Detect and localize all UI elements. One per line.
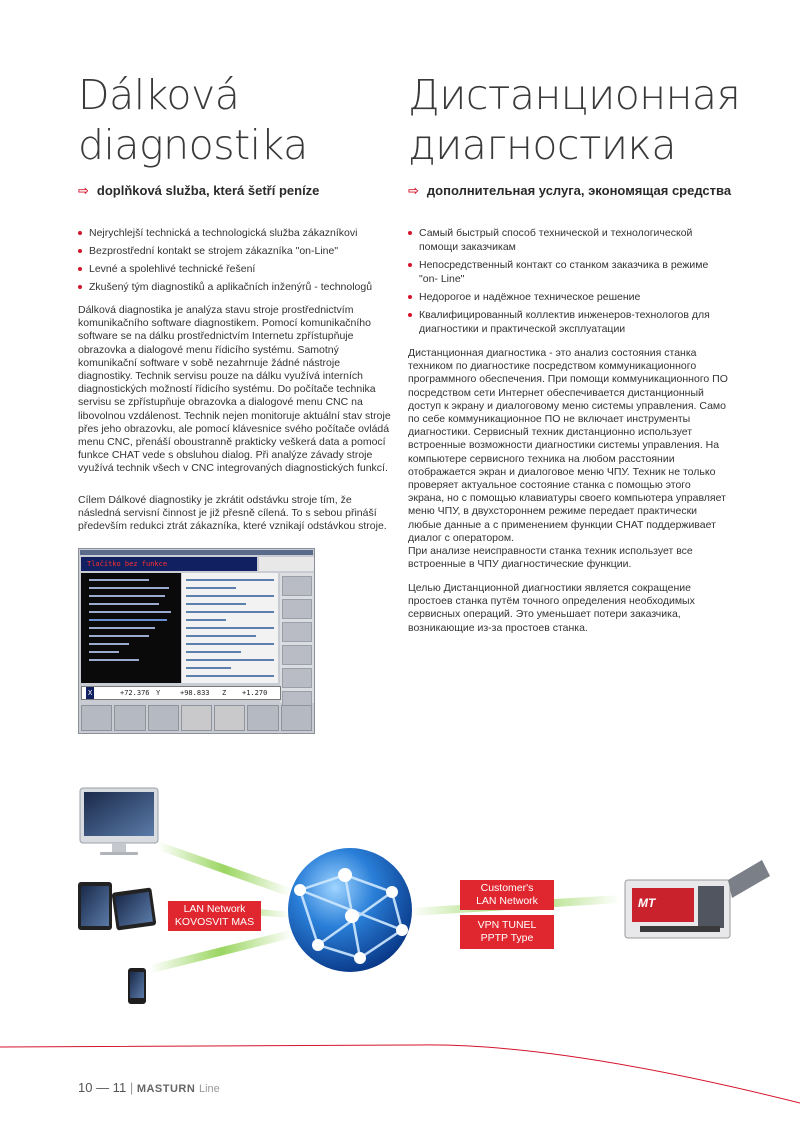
subtitle-russian — [408, 183, 731, 199]
paragraph-czech-1: Dálková diagnostika je analýza stavu stroje prostřednictvím komunikačního software diagnostikem. Pomocí komunikačního software se na dálku prostřednictvím Internetu zpřístupňuje obrazovka a dialogové menu řídicího systému. Samotný komunikační software v sobě nezahrnuje žádné nástroje diagnostiky. Technik servisu pouze na dálku využívá interních diagnostických možností řídicího systému. Do počítače technika servisu se zpřístupňuje obrazovka a dialogové menu CNC na libovolnou vzdálenost. Technik nejen monitoruje aktuální stav stroje přes jeho obrazovku, ale pomocí klávesnice svého počítače ovládá menu CNC, přenáší oboustranně prakticky veškerá data a pomocí funkce CHAT vede s obsluhou dialog. Při analýze závady stroje využívá technik všech v CNC integrovaných diagnostických funkcí. — [78, 304, 391, 475]
list-item: Недорогое и надёжное техническое решение — [408, 290, 728, 304]
globe-icon — [288, 848, 412, 972]
subtitle-czech — [78, 183, 319, 199]
cnc-softkey-row — [81, 705, 312, 731]
bullet-list-czech — [78, 226, 396, 298]
phone-icon — [128, 968, 146, 1004]
paragraph-czech-2: Cílem Dálkové diagnostiky je zkrátit odstávku stroje tím, že následná servisní činnost je již přesně cílená. To s sebou přináší především redukci ztrát zákazníka, které vznikají odstávkou stroje. — [78, 494, 387, 533]
cnc-window-bar — [80, 550, 313, 555]
vpn-tunnel-label: VPN TUNEL PPTP Type — [460, 915, 554, 949]
axis-x-label: X — [88, 689, 93, 697]
bullet-list-russian — [408, 226, 728, 340]
cnc-axis-readout — [81, 686, 281, 700]
arrow-right-icon: ⇨ — [78, 183, 89, 198]
network-diagram — [0, 780, 800, 1020]
network-diagram-graphic — [0, 780, 800, 1020]
lan-network-label: LAN Network KOVOSVIT MAS — [168, 901, 261, 931]
axis-z-label: Z — [222, 689, 227, 697]
cnc-position-panel — [182, 573, 278, 683]
cnc-screenshot — [78, 548, 315, 734]
list-item: Levné a spolehlivé technické řešení — [78, 262, 396, 276]
axis-x-value: +72.376 — [120, 689, 150, 697]
page-numbers: 10 — 11 — [78, 1080, 127, 1095]
axis-y-value: +98.833 — [180, 689, 210, 697]
footer-separator: | — [129, 1080, 134, 1095]
cnc-softkey-column — [280, 573, 314, 703]
page-title-czech: Dálková diagnostika — [78, 71, 308, 169]
arrow-right-icon: ⇨ — [408, 183, 419, 198]
axis-z-value: +1.270 — [242, 689, 268, 697]
page-title-russian: Дистанционная диагностика — [408, 71, 741, 169]
list-item: Самый быстрый способ технической и технологической помощи заказчикам — [408, 226, 728, 254]
list-item: Nejrychlejší technická a technologická služba zákazníkovi — [78, 226, 396, 240]
list-item: Bezprostřední kontakt se strojem zákazníka "on-Line" — [78, 244, 396, 258]
cnc-message: Tlačítko bez funkce — [81, 557, 257, 571]
machine-badge: MT — [638, 896, 656, 910]
subtitle-russian-text: дополнительная услуга, экономящая средства — [426, 183, 732, 198]
page-footer — [78, 1080, 220, 1095]
subtitle-czech-text: doplňková služba, která šetří peníze — [96, 183, 320, 198]
cnc-header-panel — [259, 557, 314, 571]
customer-lan-label: Customer's LAN Network — [460, 880, 554, 910]
list-item: Zkušený tým diagnostiků a aplikačních inženýrů - technologů — [78, 280, 396, 294]
list-item: Квалифицированный коллектив инженеров-технологов для диагностики и практической эксплуатации — [408, 308, 728, 336]
tablet-icon — [78, 882, 156, 931]
paragraph-russian-2: Целью Дистанционной диагностики является сокращение простоев станка путём точного определения необходимых сервисных операций. Это уменьшает потери заказчика, возникающие из-за простоев станка. — [408, 582, 695, 634]
cnc-program-listing — [81, 573, 181, 683]
list-item: Непосредственный контакт со станком заказчика в режиме "on- Line" — [408, 258, 728, 286]
brand-line: Line — [198, 1083, 220, 1095]
axis-y-label: Y — [156, 689, 161, 697]
desktop-computer-icon — [80, 788, 158, 855]
paragraph-russian-1: Дистанционная диагностика - это анализ состояния станка техником по диагностике посредством коммуникационного программного обеспечения. При помощи коммуникационного ПО посредством сети Интернет обеспечивается дистанционный доступ к экрану и диалоговому меню системы управления. Само по себе коммуникационное ПО не включает инструменты диагностики. Сервисный техник дистанционно использует встроенные возможности диагностики системы управления. На компьютере сервисного техника на любом расстоянии отображается экран и диалоговое меню ЧПУ. Техник не только проверяет актуальное состояние станка с помощью этого экрана, но с помощью клавиатуры своего компьютера управляет меню ЧПУ, в двухстороннем режиме передает практически любые данные а с применением функции CHAT поддерживает диалог с оператором. При анализе неисправности станка техник использует все встроенные в ЧПУ диагностические функции. — [408, 347, 728, 571]
brand-name: MASTURN — [136, 1083, 196, 1095]
